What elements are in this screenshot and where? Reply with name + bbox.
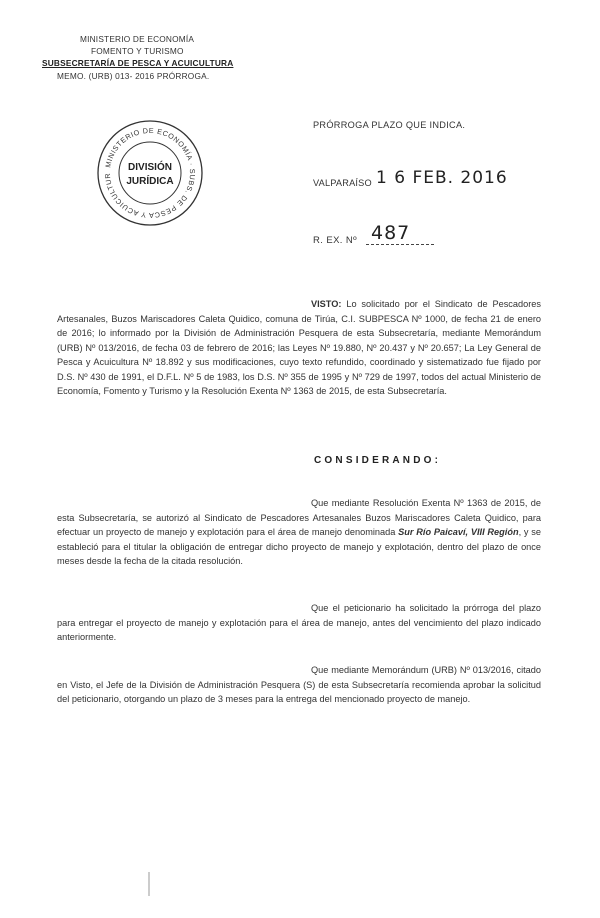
resolution-number: 487 <box>371 222 411 244</box>
p1-text-before: Que mediante Resolución Exenta Nº 1363 de 2015, de esta Subsecretaría, se autorizó al Sindicato de Pescadores Artesanales Buzos Mariscadores Caleta Quidico, para efectuar un proyecto de manejo y explotación para el área de manejo denominada <box>57 498 541 537</box>
header-ministry-sub: FOMENTO Y TURISMO <box>91 46 184 56</box>
stamp-center-line1: DIVISIÓN <box>128 162 172 173</box>
considerando-heading: CONSIDERANDO: <box>314 455 442 466</box>
visto-text: Lo solicitado por el Sindicato de Pescadores Artesanales, Buzos Mariscadores Caleta Quidico, comuna de Tirúa, C.I. SUBPESCA Nº 1000, de fecha 21 de enero de 2016; lo informado por la División de Administración Pesquera de esta Subsecretaría, mediante Memorándum (URB) Nº 013/2016, de fecha 03 de febrero de 2016; las Leyes Nº 19.880, Nº 20.437 y Nº 20.657; La Ley General de Pesca y Acuicultura Nº 18.892 y sus modificaciones, cuyo texto refundido, coordinado y sistematizado fue fijado por D.S. Nº 430 de 1991, el D.F.L. Nº 5 de 1983, los D.S. Nº 355 de 1995 y Nº 729 de 1997, todos del actual Ministerio de Economía, Fomento y Turismo y la Resolución Exenta Nº 1363 de 2015, de esta Subsecretaría. <box>57 299 541 396</box>
header-memo-ref: MEMO. (URB) 013- 2016 PRÓRROGA. <box>57 71 210 81</box>
stamp-ring-text: MINISTERIO DE ECONOMÍA · SUBS. DE PESCA Y ACUICULTUR <box>102 125 198 221</box>
considerando-paragraph-3: Que mediante Memorándum (URB) Nº 013/2016, citado en Visto, el Jefe de la División de Administración Pesquera (S) de esta Subsecretaría recomienda aprobar la solicitud del peticionario, otorgando un plazo de 3 meses para la entrega del mencionado proyecto de manejo. <box>57 665 541 704</box>
resolution-number-line <box>366 244 434 245</box>
considerando-paragraph-1 <box>57 496 541 569</box>
division-juridica-stamp <box>95 118 205 228</box>
document-date-stamp: 1 6 FEB. 2016 <box>376 168 508 188</box>
p1-area-name: Sur Río Paicaví, VIII Región <box>398 527 519 537</box>
document-subject: PRÓRROGA PLAZO QUE INDICA. <box>313 120 466 130</box>
scan-mark <box>148 872 150 896</box>
resolution-label: R. EX. Nº <box>313 235 358 246</box>
visto-paragraph <box>57 297 541 399</box>
p1-text-after: , y se estableció para el titular la obligación de entregar dicho proyecto de manejo y explotación, dentro del plazo de once meses desde la fecha de la citada resolución. <box>57 527 541 566</box>
considerando-paragraph-2: Que el peticionario ha solicitado la prórroga del plazo para entregar el proyecto de manejo y explotación para el área de manejo, antes del vencimiento del plazo indicado anteriormente. <box>57 603 541 642</box>
visto-label: VISTO: <box>311 299 342 309</box>
header-subsecretaria: SUBSECRETARÍA DE PESCA Y ACUICULTURA <box>42 58 234 68</box>
document-place: VALPARAÍSO <box>313 178 372 188</box>
stamp-center-line2: JURÍDICA <box>126 176 174 187</box>
header-ministry: MINISTERIO DE ECONOMÍA <box>80 34 195 44</box>
